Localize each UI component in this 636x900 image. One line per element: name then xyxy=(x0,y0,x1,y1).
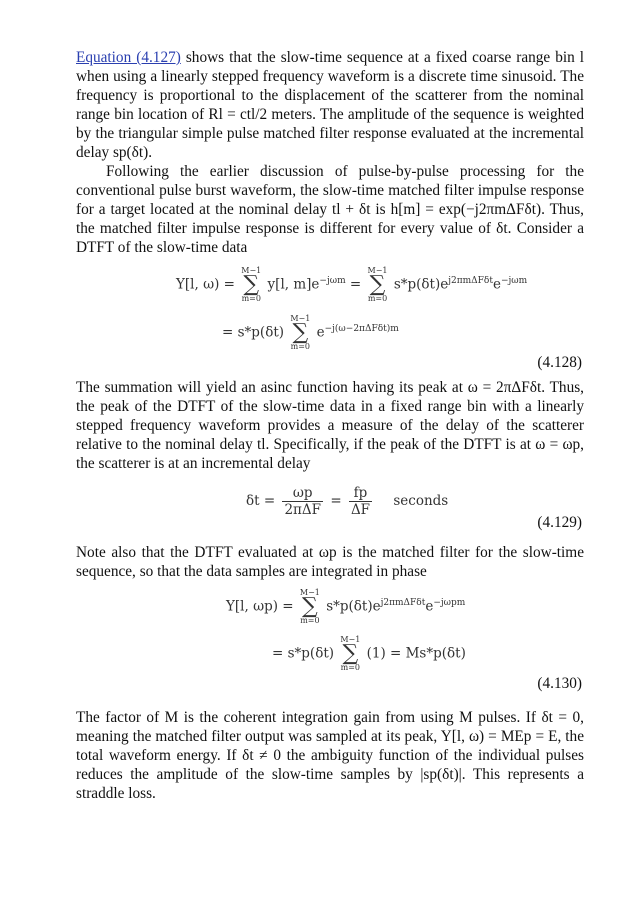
eq128-line1-lhs: Y[l, ω) = xyxy=(176,276,235,293)
equation-4-128: Y[l, ω) = M−1 ∑ m=0 y[l, $m]e^{-j\omega m}$ = M−1 ∑ m=0 $s*p(\delta t)e^{j2\pi m\Delta F\delta t}e^{-j\omega m}$ = s*p(δt) M−1 ∑ m=0 $e^{-j(\omega-2\pi\Delta F\delta t)m}$ (4.128) xyxy=(176,266,582,371)
paragraph-1 xyxy=(76,48,584,162)
eq128-line2-lhs: = s*p(δt) xyxy=(222,324,285,341)
equation-4-127-link[interactable]: Equation (4.127) xyxy=(76,49,181,66)
eq128-line1-term1: y[l, m]e xyxy=(267,276,320,293)
sum-symbol: M−1 ∑ m=0 xyxy=(299,588,320,625)
sum-symbol: M−1 ∑ m=0 xyxy=(367,266,388,303)
fraction: $\frac{\omega p}{\text{2πΔF}}$ xyxy=(284,485,322,518)
paragraph-2: Following the earlier discussion of pulse-by-pulse processing for the conventional pulse burst waveform, the slow-time matched filter impulse response for a target located at the nominal delay tl + δt is h[m] = exp(−j2πmΔFδt). Thus, the matched filter impulse response is different for every value of δt. Consider a DTFT of the slow-time data xyxy=(76,163,584,256)
paragraph-1-text: shows that the slow-time sequence at a fixed coarse range bin l when using a linearly stepped frequency waveform is a discrete time sinusoid. The frequency is proportional to the displacement of the scatterer from the nominal range bin location of Rl = ctl/2 meters. The amplitude of the sequence is weighted by the triangular simple pulse matched filter response evaluated at the incremental delay sp(δt). xyxy=(76,49,584,161)
equation-number: (4.128) xyxy=(537,354,582,371)
eq128-line1-term2: s*p(δt)e xyxy=(393,276,449,293)
equation-4-129: δt = $\frac{\omega p}{\text{2πΔF}}$ = $\frac{fp}{\Delta F}$ seconds (4.129) xyxy=(246,485,582,531)
paragraph-5: The factor of M is the coherent integration gain from using M pulses. If δt = 0, meaning the matched filter output was sampled at its peak, Y[l, ω) = MEp = E, the total waveform energy. If δt ≠ 0 the ambiguity function of the individual pulses reduces the amplitude of the slow-time samples by |sp(δt)|. This represents a straddle loss. xyxy=(76,709,584,802)
sum-symbol: M−1 ∑ m=0 xyxy=(340,635,361,672)
unit-label: seconds xyxy=(393,493,449,509)
equation-number: (4.130) xyxy=(537,675,582,692)
fraction: $\frac{fp}{\Delta F}$ xyxy=(350,485,371,518)
sum-symbol: M−1 ∑ m=0 xyxy=(290,314,311,351)
paragraph-4: Note also that the DTFT evaluated at ωp is the matched filter for the slow-time sequence, so that the data samples are integrated in phase xyxy=(76,544,584,580)
sum-symbol: M−1 ∑ m=0 xyxy=(241,266,262,303)
equation-4-130: Y[l, ωp) = M−1 ∑ m=0 $s*p(\delta t)e^{j2\pi m\Delta F\delta t}e^{-j\omega pm}$ = s*p(δt) M−1 ∑ m=0 (1) = Ms*p(δt) (4.130) xyxy=(226,588,582,692)
paragraph-3: The summation will yield an asinc function having its peak at ω = 2πΔFδt. Thus, the peak of the DTFT of the slow-time data in a fixed range bin with a linearly stepped frequency waveform provides a measure of the delay of the scatterer relative to the nominal delay tl. Specifically, if the peak of the DTFT is at ω = ωp, the scatterer is at an incremental delay xyxy=(76,379,584,472)
equation-number: (4.129) xyxy=(537,514,582,531)
page-body xyxy=(76,48,584,803)
eq128-line2-term: e xyxy=(316,324,325,341)
